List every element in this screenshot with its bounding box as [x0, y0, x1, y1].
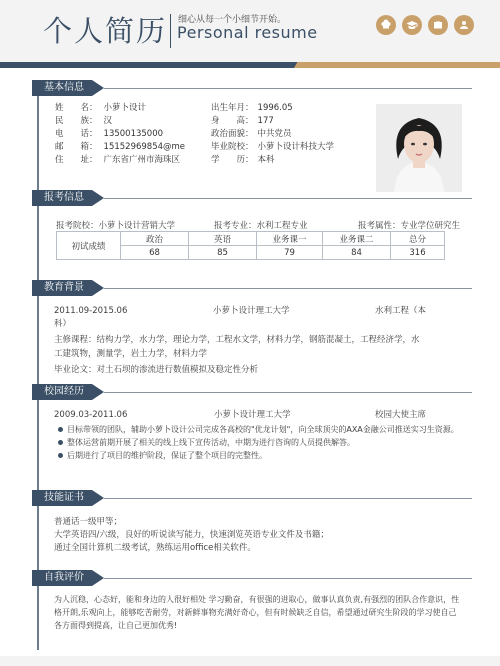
profile-photo — [376, 104, 462, 192]
footer-strip — [0, 656, 500, 666]
section-rule — [104, 288, 472, 289]
section-title-basic: 基本信息 — [32, 80, 92, 96]
score-value: 85 — [189, 246, 257, 260]
info-phone: 电 话： 13500135000 — [55, 129, 164, 139]
skill-item: 大学英语四/六级，良好的听说读写能力，快速浏览英语专业文件及书籍； — [54, 530, 329, 540]
score-value: 316 — [391, 246, 445, 260]
campus-item: 目标带领的团队，辅助小萝卜设计公司完成各高校的"优龙计划"，向全球顶尖的AXA金融公司推送实习生资源。 — [67, 425, 459, 434]
subtitle: 细心从每一个小细节开始。 — [178, 15, 287, 25]
campus-org: 小萝卜设计理工大学 — [214, 410, 291, 420]
self-eval-line: 各方面得到提高，让自己更加优秀! — [54, 621, 178, 630]
edu-courses-cont: 工建筑物，测量学，岩土力学，材料力学 — [54, 349, 208, 359]
info-address: 住 址： 广东省广州市海珠区 — [55, 155, 181, 165]
edu-school: 小萝卜设计理工大学 — [213, 306, 290, 316]
header-icons — [376, 15, 474, 35]
score-value: 79 — [257, 246, 323, 260]
campus-item: 整体运营前期开展了相关的线上线下宣传活动，中期为进行咨询的人员提供解答。 — [67, 438, 355, 447]
info-height: 身 高： 177 — [211, 116, 274, 126]
exam-type: 报考属性：专业学位研究生 — [358, 221, 461, 231]
score-header: 业务课一 — [257, 232, 323, 246]
self-eval-line: 为人沉稳，心态好，能和身边的人很好相处 学习勤奋，有很强的进取心，做事认真负责,有强烈的团队合作意识，性 — [54, 595, 460, 604]
info-email: 邮 箱： 15152969854@me — [55, 142, 186, 152]
section-rule — [104, 88, 472, 89]
edu-major-cont: 科） — [54, 319, 72, 329]
info-school: 毕业院校： 小萝卜设计科技大学 — [211, 142, 335, 152]
header — [0, 0, 500, 62]
section-rule — [104, 578, 472, 579]
info-name: 姓 名： 小萝卜设计 — [55, 103, 147, 113]
info-ethnicity: 民 族： 汉 — [55, 116, 113, 126]
edu-thesis: 毕业论文：对土石坝的渗流进行数值模拟及稳定性分析 — [54, 365, 259, 375]
page-title: 个人简历 — [43, 14, 168, 48]
exam-school: 报考院校：小萝卜设计营销大学 — [56, 221, 176, 231]
campus-item: 后期进行了项目的维护阶段，保证了整个项目的完整性。 — [67, 451, 267, 460]
section-title-education: 教育背景 — [32, 280, 92, 296]
section-rule — [104, 198, 472, 199]
skill-item: 通过全国计算机二级考试，熟练运用office相关软件。 — [54, 543, 256, 553]
briefcase-icon — [428, 15, 448, 35]
skill-item: 普通话一级甲等； — [54, 517, 123, 527]
edu-major: 水利工程（本 — [375, 306, 427, 316]
chef-hat-icon — [376, 15, 396, 35]
exam-major: 报考专业：水利工程专业 — [214, 221, 308, 231]
score-row-label: 初试成绩 — [57, 232, 121, 260]
info-political: 政治面貌： 中共党员 — [211, 129, 292, 139]
user-icon — [454, 15, 474, 35]
section-title-self-eval: 自我评价 — [32, 570, 92, 586]
info-birth: 出生年月： 1996.05 — [211, 103, 293, 113]
score-value: 68 — [121, 246, 189, 260]
score-table — [56, 231, 445, 260]
edu-period: 2011.09-2015.06 — [54, 306, 128, 316]
section-rule — [104, 498, 472, 499]
score-value: 84 — [323, 246, 391, 260]
score-header: 政治 — [121, 232, 189, 246]
section-title-skills: 技能证书 — [32, 490, 92, 506]
campus-period: 2009.03-2011.06 — [54, 410, 128, 420]
self-eval-line: 格开朗,乐观向上，能够吃苦耐劳，对新鲜事物充满好奇心，但有时候缺乏自信，希望通过研究生阶段的学习使自己 — [54, 608, 457, 617]
section-title-campus: 校园经历 — [32, 384, 92, 400]
score-header: 英语 — [189, 232, 257, 246]
timeline-line — [37, 80, 39, 650]
graduation-cap-icon — [402, 15, 422, 35]
section-title-exam: 报考信息 — [32, 190, 92, 206]
edu-courses: 主修课程：结构力学，水力学，理论力学，工程水文学，材料力学，钢筋混凝土，工程经济学，水 — [54, 335, 420, 345]
score-header: 业务课二 — [323, 232, 391, 246]
title-divider — [170, 14, 171, 48]
campus-role: 校园大使主席 — [375, 410, 427, 420]
section-rule — [104, 392, 472, 393]
english-title: Personal resume — [177, 23, 318, 42]
header-accent-bar — [0, 62, 500, 68]
score-header: 总分 — [391, 232, 445, 246]
info-degree: 学 历： 本科 — [211, 155, 275, 165]
